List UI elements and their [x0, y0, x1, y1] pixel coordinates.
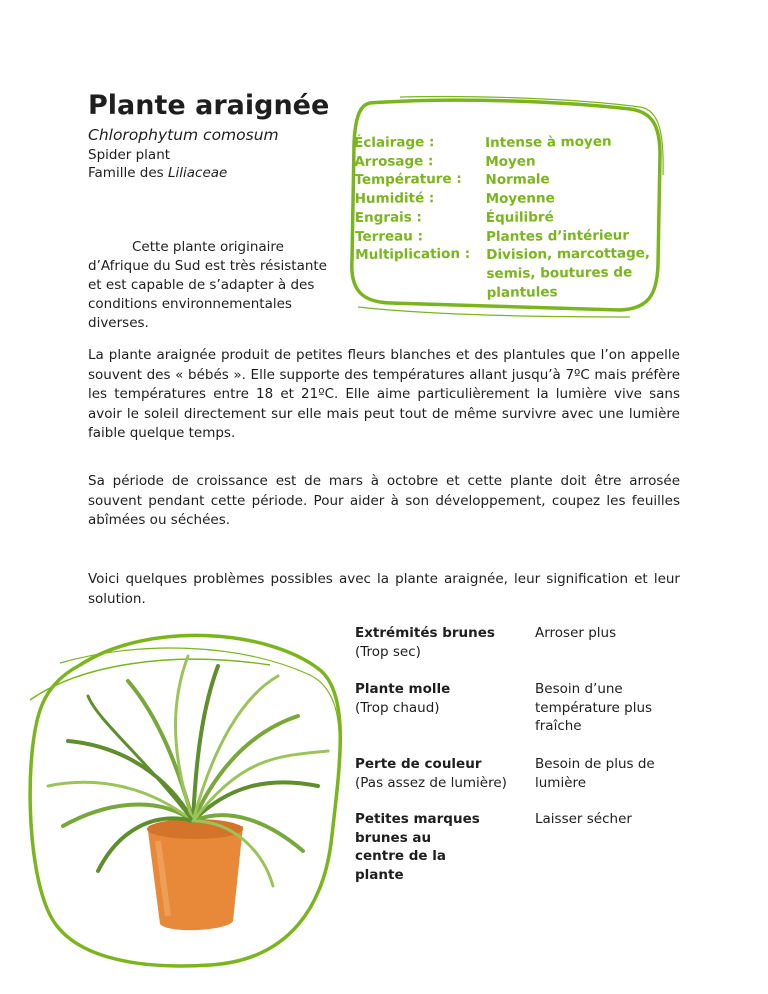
- care-value-humidity: Moyenne: [485, 190, 555, 208]
- problem-row-2-label: [355, 680, 535, 717]
- page-title: Plante araignée: [88, 90, 330, 121]
- spider-plant-image: [28, 636, 338, 958]
- problem-solution: Arroser plus: [535, 625, 617, 641]
- problem-solution: Laisser sécher: [535, 811, 632, 827]
- scientific-name: Chlorophytum comosum: [88, 126, 279, 144]
- intro-text: [88, 238, 333, 333]
- problem-cause: (Trop sec): [355, 643, 421, 660]
- care-label-temperature: Température :: [354, 171, 462, 189]
- care-label-lighting: Éclairage :: [354, 134, 435, 151]
- problem-symptom: Extrémités brunes: [355, 625, 495, 641]
- problem-symptom: Plante molle: [355, 681, 451, 697]
- intro-sentence: Cette plante originaire d’Afrique du Sud est très résistante et est capable de s’adapter à des conditions environnementales diverses.: [88, 239, 327, 331]
- care-label-fertilizer: Engrais :: [354, 209, 422, 226]
- problem-cause: (Pas assez de lumière): [355, 774, 507, 791]
- care-values: [485, 132, 662, 302]
- care-value-temperature: Normale: [485, 171, 550, 189]
- problem-row-3-label: [355, 755, 535, 792]
- problem-solution: Besoin de plus de lumière: [535, 756, 655, 791]
- paragraph-growth: Sa période de croissance est de mars à octobre et cette plante doit être arrosée souvent pendant cette période. Pour aider à son développement, coupez les feuilles abîmées ou séchées.: [88, 473, 680, 528]
- care-value-fertilizer: Équilibré: [485, 209, 554, 226]
- family-name: Liliaceae: [168, 165, 228, 181]
- care-value-watering: Moyen: [485, 153, 536, 170]
- problem-symptom: Petites marques brunes au centre de la plante: [355, 811, 480, 883]
- care-label-humidity: Humidité :: [354, 190, 435, 208]
- problem-symptom: Perte de couleur: [355, 756, 482, 772]
- care-value-propagation: Division, marcottage, semis, boutures de plantules: [486, 245, 651, 301]
- problem-cause: (Trop chaud): [355, 699, 440, 716]
- care-value-lighting: Intense à moyen: [485, 133, 612, 151]
- care-label-watering: Arrosage :: [354, 152, 434, 170]
- care-value-soil: Plantes d’intérieur: [485, 227, 630, 245]
- care-labels: [354, 133, 470, 265]
- problem-solution: Besoin d’une température plus fraîche: [535, 681, 653, 734]
- care-label-soil: Terreau :: [354, 227, 424, 245]
- common-name: Spider plant: [88, 147, 171, 163]
- problem-row-4-label: [355, 810, 480, 884]
- paragraph-problems-intro: Voici quelques problèmes possibles avec la plante araignée, leur signification et leur solution.: [88, 571, 680, 607]
- family-prefix: Famille des: [88, 165, 168, 181]
- problem-row-1-label: [355, 624, 535, 661]
- care-label-propagation: Multiplication :: [355, 246, 471, 264]
- family-line: [88, 165, 227, 181]
- paragraph-description: La plante araignée produit de petites fleurs blanches et des plantules que l’on appelle souvent des « bébés ». Elle supporte des températures allant jusqu’à 7ºC mais préfère les températures entre 18 et 21ºC. Elle aime particulièrement la lumière vive sans avoir le soleil directement sur elle mais peut tout de même survivre avec une lumière faible quelque temps.: [88, 347, 680, 441]
